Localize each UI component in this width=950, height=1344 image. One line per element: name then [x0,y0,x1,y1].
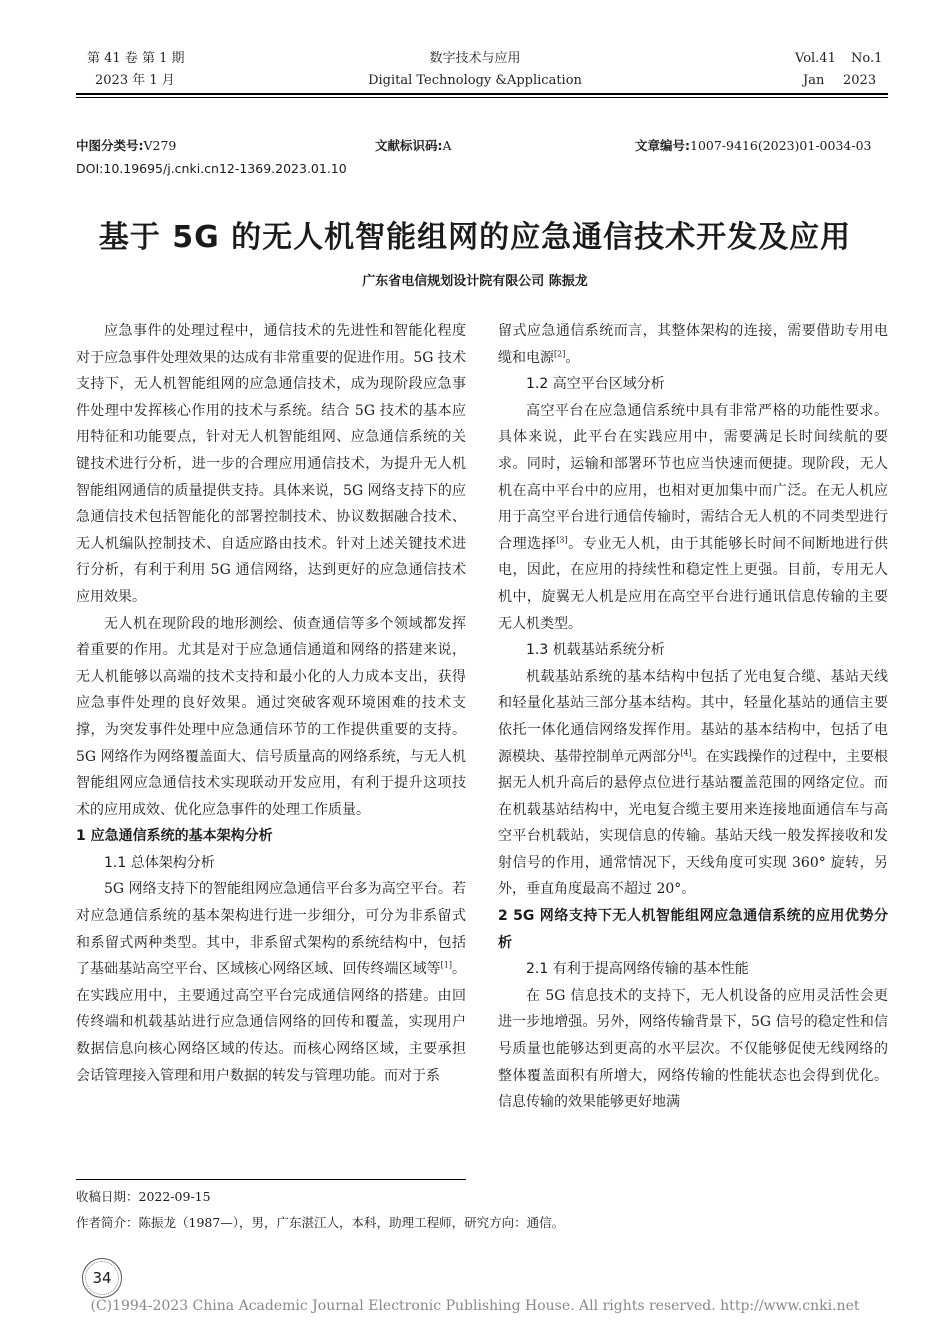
article-number [635,136,871,154]
page-number-badge [82,1258,122,1298]
subsection-heading: 1.1 总体架构分析 [104,854,215,871]
paragraph: 在 5G 信息技术的支持下，无人机设备的应用灵活性会更进一步地增强。另外，网络传输背景下，5G 信号的稳定性和信号质量也能够达到更高的水平层次。不仅能够促使无线网络的整体覆盖面积有所增大，网络传输的性能状态也会得到优化。信息传输的效果能够更好地满 [498,987,888,1111]
clc-number [76,136,176,154]
paragraph-text: 。专业无人机，由于其能够长时间不间断地进行供电，因此，在应用的持续性和稳定性上更强。目前，专用无人机中，旋翼无人机是应用在高空平台进行通讯信息传输的主要无人机类型。 [498,535,889,632]
paragraph-text: 5G 网络支持下的智能组网应急通信平台多为高空平台。若对应急通信系统的基本架构进行进一步细分，可分为非系留式和系留式两种类型。其中，非系留式架构的系统结构中，包括了基础基站高空平台、区域核心网络区域、回传终端区域等 [76,881,466,978]
subsection-heading: 1.2 高空平台区域分析 [526,376,665,393]
section-heading: 2 5G 网络支持下无人机智能组网应急通信系统的应用优势分析 [498,908,888,951]
header-rule-thin [76,97,888,98]
paragraph: 无人机在现阶段的地形测绘、侦查通信等多个领域都发挥着重要的作用。尤其是对于应急通信通道和网络的搭建来说，无人机能够以高端的技术支持和最小化的人力成本支出，获得应急事件处理的良好效果。通过突破客观环境困难的技术支撑，为突发事件处理中应急通信环节的工作提供重要的支持。5G 网络作为网络覆盖面大、信号质量高的网络系统，与无人机智能组网应急通信技术实现联动开发应用，有利于提升这项技术的应用成效、优化应急事件的处理工作质量。 [76,615,466,818]
header-journal-cn: 数字技术与应用 [429,51,521,66]
right-column [498,318,888,1116]
paragraph [498,318,888,371]
left-column [76,318,466,1089]
citation: [2] [554,348,566,358]
header-vol-en: Vol.41 [795,51,836,66]
article-value: 1007-9416(2023)01-0034-03 [690,138,872,153]
paragraph-text: 高空平台在应急通信系统中具有非常严格的功能性要求。具体来说，此平台在实践应用中，需要满足长时间续航的要求。同时，运输和部署环节也应当快速而便捷。现阶段，无人机在高中平台中的应用，也相对更加集中而广泛。在无人机应用于高空平台进行通信传输时，需结合无人机的不同类型进行合理选择 [498,402,888,552]
paragraph-text: 。在实践应用中，主要通过高空平台完成通信网络的搭建。由回传终端和机载基站进行应急通信网络的回传和覆盖，实现用户数据信息向核心网络区域的传达。而核心网络区域，主要承担会话管理接入管理和用户数据的转发与管理功能。而对于系 [76,961,467,1084]
header-date-cn: 2023 年 1 月 [95,73,175,88]
doi: DOI:10.19695/j.cnki.cn12-1369.2023.01.10 [76,161,347,176]
document-code [375,136,452,154]
paragraph-text: 机载基站系统的基本结构中包括了光电复合缆、基站天线和轻量化基站三部分基本结构。其中，轻量化基站的通信主要依托一体化通信网络发挥作用。基站的基本结构中，包括了电源模块、基带控制单元两部分 [498,668,888,765]
paragraph [76,876,466,1089]
subsection-heading: 1.3 机载基站系统分析 [526,642,665,659]
doc-value: A [442,138,452,153]
header-no-en: No.1 [851,51,883,66]
page-title: 基于 5G 的无人机智能组网的应急通信技术开发及应用 [98,220,852,255]
article-label: 文章编号: [635,138,690,153]
paragraph: 应急事件的处理过程中，通信技术的先进性和智能化程度对于应急事件处理效果的达成有非常重要的促进作用。5G 技术支持下，无人机智能组网的应急通信技术，成为现阶段应急事件处理中发挥核心作用的技术与系统。结合 5G 技术的基本应用特征和功能要点，针对无人机智能组网、应急通信系统的关键技术进行分析，进一步的合理应用通信技术，为提升无人机智能组网通信的质量提供支持。具体来说，5G 网络支持下的应急通信技术包括智能化的部署控制技术、协议数据融合技术、无人机编队控制技术、自适应路由技术。针对上述关键技术进行分析，有利于利用 5G 通信网络，达到更好的应急通信技术应用效果。 [76,323,466,605]
header-journal-en: Digital Technology &Application [368,73,582,88]
header-month-en: Jan [803,73,825,88]
doc-label: 文献标识码: [375,138,443,153]
clc-value: V279 [143,138,177,153]
received-date: 收稿日期：2022-09-15 [76,1189,211,1204]
author-bio: 作者简介：陈振龙（1987—），男，广东湛江人，本科，助理工程师，研究方向：通信。 [76,1215,565,1230]
copyright-notice: (C)1994-2023 China Academic Journal Electronic Publishing House. All rights reserved. http://www.cnki.net [90,1298,860,1314]
paragraph-text: 。在实践操作的过程中，主要根据无人机升高后的悬停点位进行基站覆盖范围的网络定位。而在机载基站结构中，光电复合缆主要用来连接地面通信车与高空平台机载站，实现信息的传输。基站天线一般发挥接收和发射信号的作用，通常情况下，天线角度可实现 360° 旋转，另外，垂直角度最高不超过 20°。 [498,748,889,898]
paragraph [498,398,888,637]
paragraph-text: 留式应急通信系统而言，其整体架构的连接，需要借助专用电缆和电源 [498,323,888,366]
paragraph-text: 。 [565,349,580,366]
header-vol-issue-cn: 第 41 卷 第 1 期 [87,51,185,66]
clc-label: 中图分类号: [76,138,144,153]
citation: [4] [680,747,692,757]
page-number: 34 [92,1269,112,1287]
citation: [3] [556,535,568,545]
footnote-rule [76,1179,466,1180]
header-year-en: 2023 [843,73,877,88]
subsection-heading: 2.1 有利于提高网络传输的基本性能 [526,961,749,978]
citation: [1] [440,960,452,970]
header-rule-thick [76,93,888,95]
section-heading: 1 应急通信系统的基本架构分析 [76,828,273,845]
author-line: 广东省电信规划设计院有限公司 陈振龙 [362,274,588,289]
paragraph [498,664,888,903]
